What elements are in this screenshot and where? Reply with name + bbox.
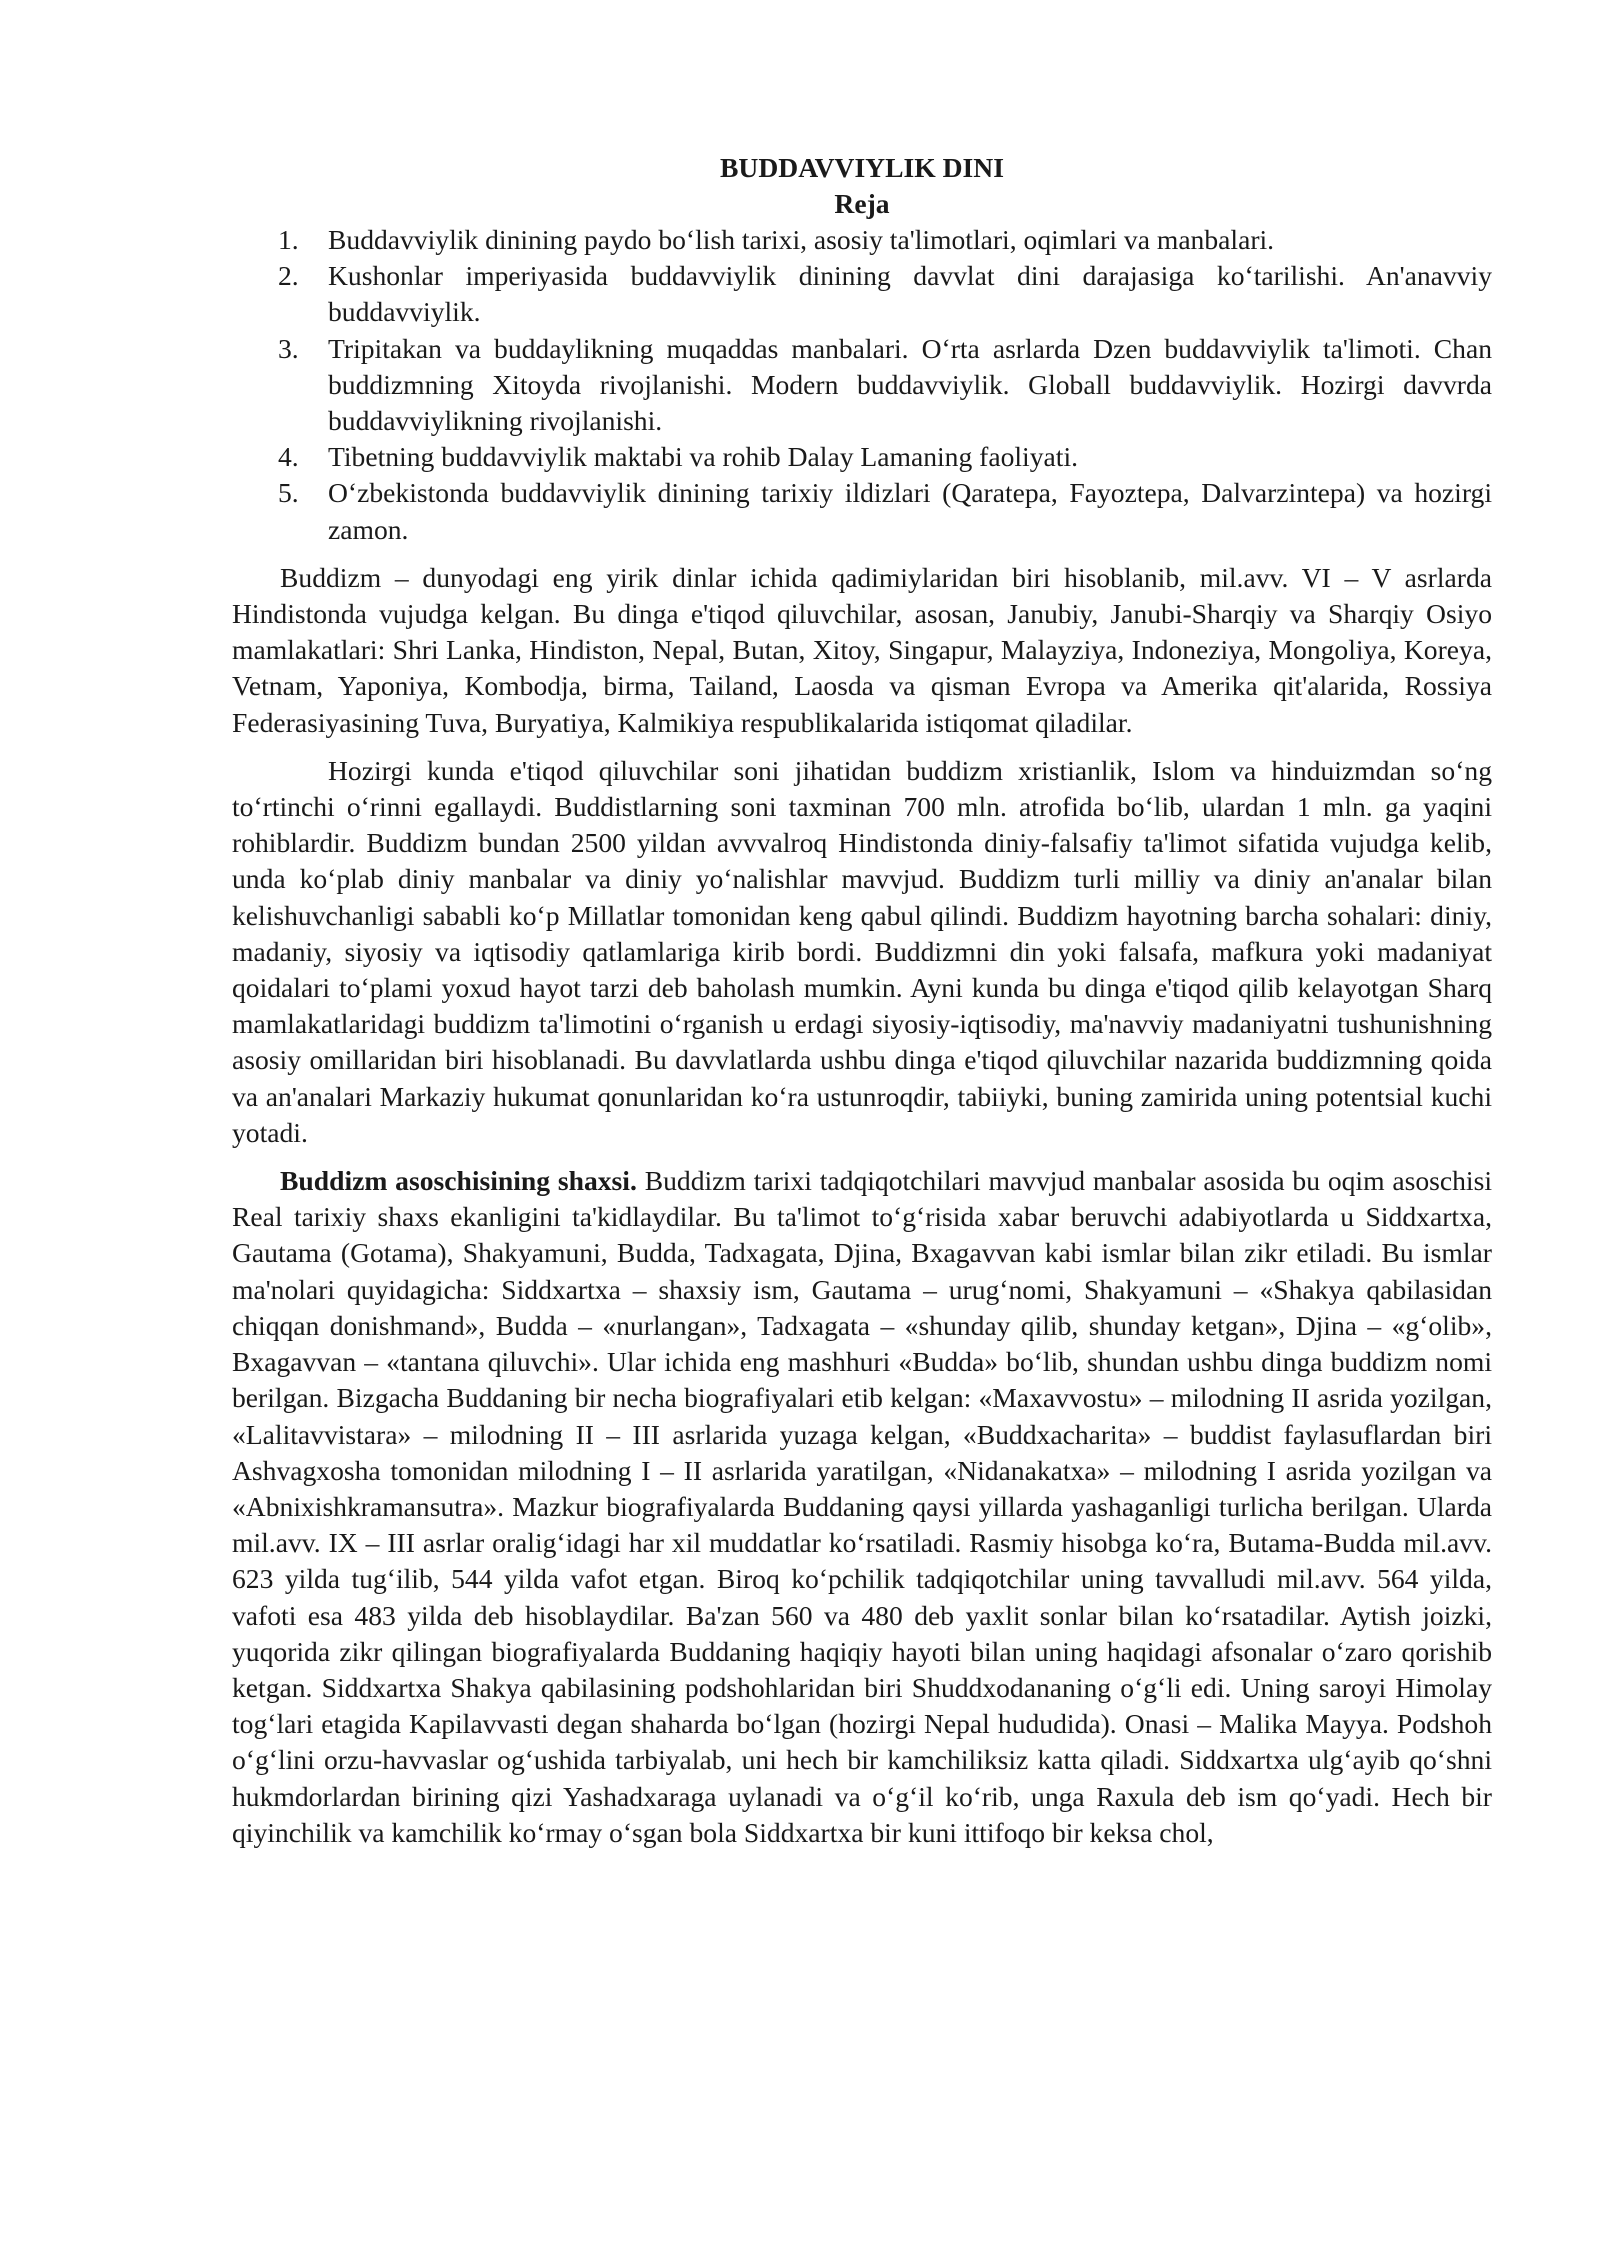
plan-list (232, 222, 1492, 548)
plan-item-number: 1. (278, 224, 299, 255)
plan-item-text: O‘zbekistonda buddavviylik dinining tarixiy ildizlari (Qaratepa, Fayoztepa, Dalvarzintepa) va hozirgi zamon. (328, 477, 1492, 545)
plan-item-text: Tripitakan va buddaylikning muqaddas manbalari. O‘rta asrlarda Dzen buddavviylik ta'limoti. Chan buddizmning Xitoyda rivojlanishi. Modern buddavviylik. Globall buddavviylik. Hozirgi davvrda buddavviylikning rivojlanishi. (328, 332, 1492, 437)
plan-item-number: 3. (278, 332, 299, 364)
plan-item-text: Kushonlar imperiyasida buddavviylik dinining davvlat dini darajasiga ko‘tarilishi. An'anavviy buddavviylik. (328, 260, 1492, 328)
document-body (232, 150, 1492, 1851)
paragraph-intro: Buddizm – dunyodagi eng yirik dinlar ichida qadimiylaridan biri hisoblanib, mil.avv. VI – V asrlarda Hindistonda vujudga kelgan. Bu dinga e'tiqod qiluvchilar, asosan, Janubiy, Janubi-Sharqiy va Sharqiy Osiyo mamlakatlari: Shri Lanka, Hindiston, Nepal, Butan, Xitoy, Singapur, Malayziya, Indoneziya, Mongoliya, Koreya, Vetnam, Yaponiya, Kombodja, birma, Tailand, Laosda va qisman Evropa va Amerika qit'alarida, Rossiya Federasiyasining Tuva, Buryatiya, Kalmikiya respublikalarida istiqomat qiladilar. (232, 561, 1492, 738)
plan-item (232, 331, 1492, 440)
document-title: BUDDAVVIYLIK DINI (720, 152, 1004, 183)
plan-item-number: 5. (278, 477, 299, 509)
plan-item (232, 222, 1492, 258)
paragraph-founder (232, 1163, 1492, 1851)
plan-item-number: 2. (278, 260, 299, 292)
plan-item (232, 258, 1492, 330)
plan-heading: Reja (834, 188, 890, 219)
plan-item-number: 4. (278, 441, 299, 473)
paragraph-founder-lead: Buddizm asoschisining shaxsi. (280, 1165, 637, 1197)
paragraph-statistics: Hozirgi kunda e'tiqod qiluvchilar soni jihatidan buddizm xristianlik, Islom va hinduizmdan so‘ng to‘rtinchi o‘rinni egallaydi. Buddistlarning soni taxminan 700 mln. atrofida bo‘lib, ulardan 1 mln. ga yaqini rohiblardir. Buddizm bundan 2500 yildan avvvalroq Hindistonda diniy-falsafiy ta'limot sifatida vujudga kelib, unda ko‘plab diniy manbalar va diniy yo‘nalishlar mavvjud. Buddizm turli milliy va diniy an'analar bilan kelishuvchanligi sababli ko‘p Millatlar tomonidan keng qabul qilindi. Buddizm hayotning barcha sohalari: diniy, madaniy, siyosiy va iqtisodiy qatlamlariga kirib bordi. Buddizmni din yoki falsafa, mafkura yoki madaniyat qoidalari to‘plami yoxud hayot tarzi deb baholash mumkin. Ayni kunda bu dinga e'tiqod qilib kelayotgan Sharq mamlakatlaridagi buddizm ta'limotini o‘rganish u erdagi siyosiy-iqtisodiy, ma'navviy madaniyatni tushunishning asosiy omillaridan biri hisoblanadi. Bu davvlatlarda ushbu dinga e'tiqod qiluvchilar nazarida buddizmning qoida va an'analari Markaziy hukumat qonunlaridan ko‘ra ustunroqdir, tabiiyki, buning zamirida uning potentsial kuchi yotadi. (232, 754, 1492, 1148)
plan-item (232, 439, 1492, 475)
plan-item (232, 475, 1492, 547)
plan-item-text: Buddavviylik dinining paydo bo‘lish tarixi, asosiy ta'limotlari, oqimlari va manbalari. (328, 224, 1275, 255)
paragraph-founder-body: Buddizm tarixi tadqiqotchilari mavvjud manbalar asosida bu oqim asoschisi Real tarixiy shaxs ekanligini ta'kidlaydilar. Bu ta'limot to‘g‘risida xabar beruvchi adabiyotlarda u Siddxartxa, Gautama (Gotama), Shakyamuni, Budda, Tadxagata, Djina, Bxagavvan kabi ismlar bilan zikr etiladi. Bu ismlar ma'nolari quyidagicha: Siddxartxa – shaxsiy ism, Gautama – urug‘nomi, Shakyamuni – «Shakya qabilasidan chiqqan donishmand», Budda – «nurlangan», Tadxagata – «shunday qilib, shunday ketgan», Djina – «g‘olib», Bxagavvan – «tantana qiluvchi». Ular ichida eng mashhuri «Budda» bo‘lib, shundan ushbu dinga buddizm nomi berilgan. Bizgacha Buddaning bir necha biografiyalari etib kelgan: «Maxavvostu» – milodning II asrida yozilgan, «Lalitavvistara» – milodning II – III asrlarida yuzaga kelgan, «Buddxacharita» – buddist faylasuflardan biri Ashvagxosha tomonidan milodning I – II asrlarida yaratilgan, «Nidanakatxa» – milodning I asrida yozilgan va «Abnixishkramansutra». Mazkur biografiyalarda Buddaning qaysi yillarda yashaganligi turlicha berilgan. Ularda mil.avv. IX – III asrlar oralig‘idagi har xil muddatlar ko‘rsatiladi. Rasmiy hisobga ko‘ra, Butama-Budda mil.avv. 623 yilda tug‘ilib, 544 yilda vafot etgan. Biroq ko‘pchilik tadqiqotchilar uning tavvalludi mil.avv. 564 yilda, vafoti esa 483 yilda deb hisoblaydilar. Ba'zan 560 va 480 deb yaxlit sonlar bilan ko‘rsatadilar. Aytish joizki, yuqorida zikr qilingan biografiyalarda Buddaning haqiqiy hayoti bilan uning haqidagi afsonalar o‘zaro qorishib ketgan. Siddxartxa Shakya qabilasining podshohlaridan biri Shuddxodananing o‘g‘li edi. Uning saroyi Himolay tog‘lari etagida Kapilavvasti degan shaharda bo‘lgan (hozirgi Nepal hududida). Onasi – Malika Mayya. Podshoh o‘g‘lini orzu-havvaslar og‘ushida tarbiyalab, uni hech bir kamchiliksiz katta qiladi. Siddxartxa ulg‘ayib qo‘shni hukmdorlardan birining qizi Yashadxaraga uylanadi va o‘g‘il ko‘rib, unga Raxula deb ism qo‘yadi. Hech bir qiyinchilik va kamchilik ko‘rmay o‘sgan bola Siddxartxa bir kuni ittifoqo bir keksa chol, (232, 1165, 1493, 1848)
plan-item-text: Tibetning buddavviylik maktabi va rohib Dalay Lamaning faoliyati. (328, 441, 1079, 473)
